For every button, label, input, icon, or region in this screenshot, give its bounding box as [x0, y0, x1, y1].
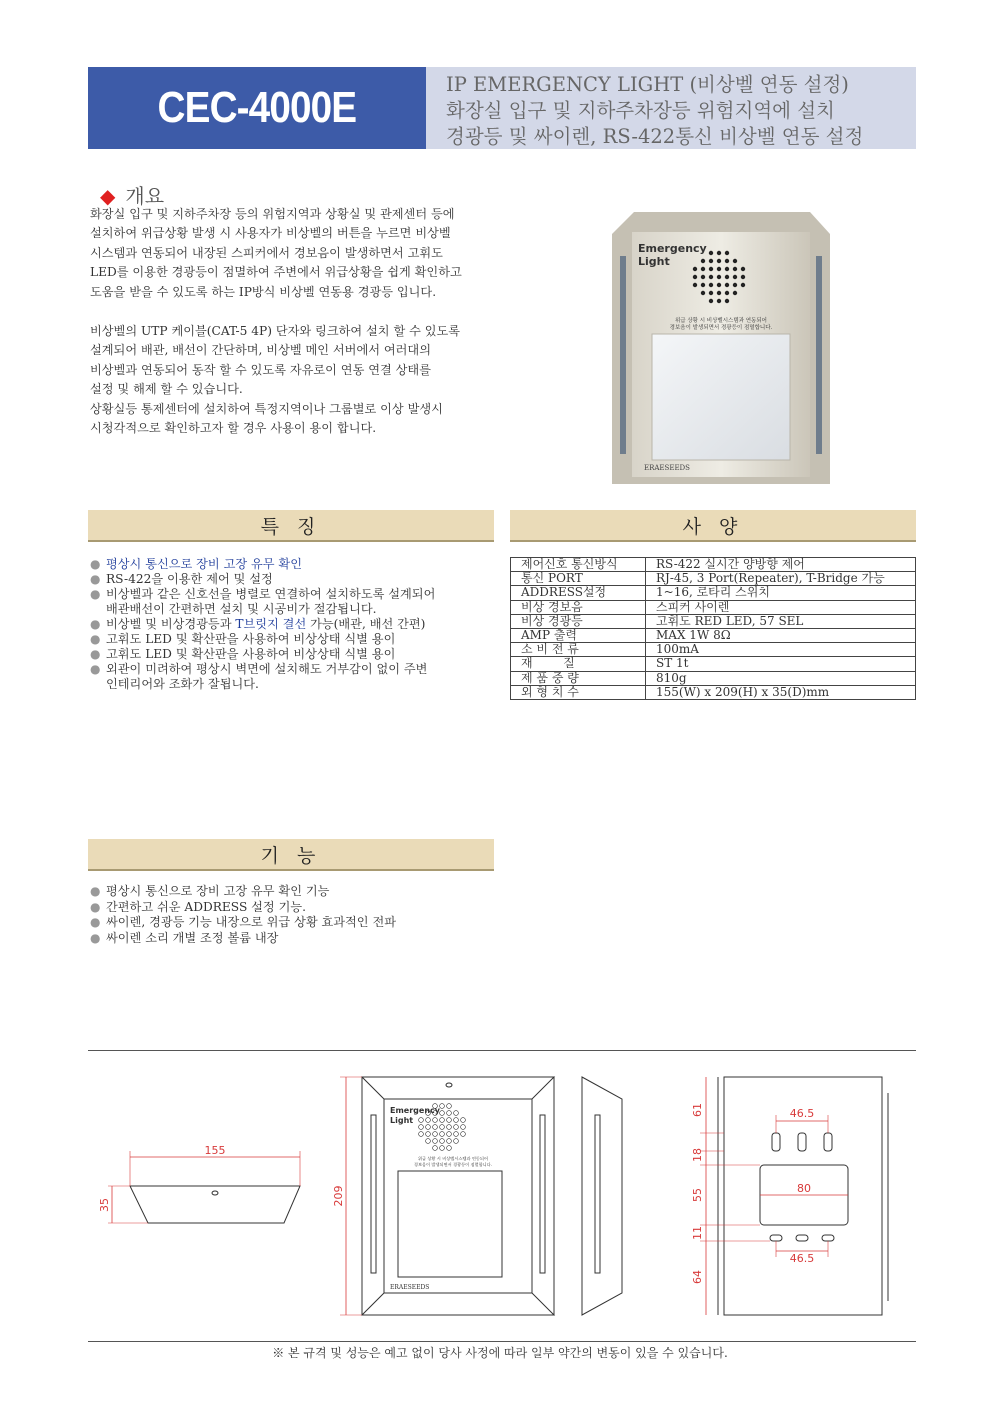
speaker-hole [693, 267, 697, 271]
drawing-label-line1: Emergency [390, 1106, 440, 1115]
speaker-hole [447, 1118, 452, 1123]
speaker-hole [447, 1104, 452, 1109]
spec-value: 1~16, 로타리 스위치 [646, 586, 916, 600]
spec-key: 비상 경광등 [511, 614, 646, 628]
photo-label-line1: Emergency [638, 242, 707, 255]
dim-height: 209 [332, 1185, 345, 1207]
speaker-hole [440, 1132, 445, 1137]
function-item [90, 900, 500, 916]
spec-row [511, 558, 916, 572]
speaker-hole [741, 267, 745, 271]
speaker-hole [433, 1132, 438, 1137]
speaker-hole [725, 283, 729, 287]
speaker-hole [709, 251, 713, 255]
product-photo [612, 212, 832, 490]
function-text: 싸이렌, 경광등 기능 내장으로 위급 상황 효과적인 전파 [106, 915, 397, 929]
diamond-icon: ◆ [100, 184, 116, 208]
bullet-icon: ● [90, 632, 101, 646]
model-banner [88, 67, 426, 149]
speaker-hole [454, 1139, 459, 1144]
overview-paragraph-2: 비상벨의 UTP 케이블(CAT-5 4P) 단자와 링크하여 설치 할 수 있도록 설계되어 배관, 배선이 간단하며, 비상벨 메인 서버에서 여러대의 비상벨과 연동되어 동작 할 수 있도록 자유로이 연동 연결 상태를 설정 및 해제 할 수 있습니다. 상황실등 통제센터에 설치하여 특정지역이나 그룹별로 이상 발생시 시청각적으로 확인하고자 할 경우 사용이 용이 합니다. [90, 324, 461, 436]
feature-text: 평상시 통신으로 장비 고장 유무 확인 [106, 557, 302, 571]
feature-text: 고휘도 LED 및 확산판을 사용하여 비상상태 식별 용이 [106, 647, 396, 661]
spec-value: RS-422 실시간 양방향 제어 [646, 558, 916, 572]
speaker-hole [709, 291, 713, 295]
speaker-hole [419, 1125, 424, 1130]
speaker-hole [447, 1111, 452, 1116]
spec-row [511, 643, 916, 657]
footnote: ※ 본 규격 및 성능은 예고 없이 당사 사정에 따라 일부 약간의 변동이 있을 수 있습니다. [272, 1346, 728, 1360]
speaker-hole [426, 1139, 431, 1144]
bullet-icon: ● [90, 587, 101, 601]
bullet-icon: ● [90, 915, 101, 929]
bullet-icon: ● [90, 884, 101, 898]
feature-text: 고휘도 LED 및 확산판을 사용하여 비상상태 식별 용이 [106, 632, 396, 646]
speaker-hole [733, 283, 737, 287]
speaker-hole [419, 1118, 424, 1123]
speaker-hole [725, 251, 729, 255]
speaker-hole [725, 291, 729, 295]
speaker-hole [426, 1132, 431, 1137]
speaker-hole [426, 1125, 431, 1130]
feature-text: 비상벨과 같은 신호선을 병렬로 연결하여 설치하도록 설계되어 배관배선이 간편하면 설치 및 시공비가 절감됩니다. [106, 587, 436, 616]
back-view-drawing [691, 1077, 888, 1315]
speaker-hole [433, 1125, 438, 1130]
feature-item [90, 572, 500, 587]
functions-heading: 기 능 [88, 839, 494, 871]
speaker-hole [419, 1132, 424, 1137]
dim-plate-width: 80 [797, 1182, 811, 1195]
footer-divider [88, 1341, 916, 1342]
spec-value: 고휘도 RED LED, 57 SEL [646, 614, 916, 628]
spec-key: 재 질 [511, 657, 646, 671]
speaker-hole [454, 1125, 459, 1130]
speaker-hole [725, 299, 729, 303]
spec-key: 제어신호 통신방식 [511, 558, 646, 572]
title-line-1: IP EMERGENCY LIGHT (비상벨 연동 설정) [446, 73, 849, 96]
feature-item [90, 557, 500, 572]
title-line-2: 화장실 입구 및 지하주차장등 위험지역에 설치 [446, 99, 835, 122]
speaker-hole [733, 291, 737, 295]
speaker-hole [433, 1118, 438, 1123]
feature-item [90, 632, 500, 647]
speaker-hole [725, 259, 729, 263]
speaker-hole [725, 267, 729, 271]
speaker-hole [693, 275, 697, 279]
drawing-notice-line2: 경보음이 발생되면서 경광등이 점멸합니다. [413, 1162, 493, 1167]
dim-hole-spacing-top: 46.5 [789, 1107, 815, 1120]
functions-list [90, 884, 500, 946]
bullet-icon: ● [90, 572, 101, 586]
overview-heading-text: 개요 [125, 184, 165, 208]
dim-depth: 35 [98, 1198, 111, 1212]
drawings-divider [88, 1050, 916, 1051]
bullet-icon: ● [90, 930, 101, 945]
spec-value: MAX 1W 8Ω [646, 628, 916, 642]
bullet-icon: ● [90, 647, 101, 661]
bullet-icon: ● [90, 662, 101, 676]
speaker-hole [440, 1146, 445, 1151]
feature-text: 가능(배관, 배선 간편) [306, 617, 426, 631]
spec-row [511, 614, 916, 628]
bullet-icon: ● [90, 899, 101, 914]
overview-paragraph-1: 화장실 입구 및 지하주차장 등의 위험지역과 상황실 및 관제센터 등에 설치하여 위급상황 발생 시 사용자가 비상벨의 버튼을 누르면 비상벨 시스템과 연동되어 내장된 스피커에서 경보음이 발생하면서 고휘도 LED를 이용한 경광등이 점멸하여 주변에서 위급상황을 쉽게 확인하고 도움을 받을 수 있도록 하는 IP방식 비상벨 연동용 경광등 입니다. [90, 207, 462, 299]
speaker-hole [709, 299, 713, 303]
model-name: CEC-4000E [157, 83, 357, 132]
dim-hole-spacing-bottom: 46.5 [789, 1252, 815, 1265]
spec-row [511, 657, 916, 671]
bottom-view-drawing [98, 1144, 300, 1223]
speaker-hole [717, 259, 721, 263]
speaker-hole [709, 283, 713, 287]
speaker-hole [461, 1118, 466, 1123]
specs-heading: 사 양 [510, 510, 916, 542]
speaker-hole [717, 299, 721, 303]
dim-back-5: 64 [691, 1270, 704, 1284]
speaker-hole [701, 259, 705, 263]
speaker-hole [440, 1139, 445, 1144]
speaker-hole [447, 1146, 452, 1151]
technical-drawings [88, 1065, 916, 1330]
speaker-hole [433, 1139, 438, 1144]
speaker-hole [733, 267, 737, 271]
spec-value: RJ-45, 3 Port(Repeater), T-Bridge 가능 [646, 572, 916, 586]
feature-highlight: T브릿지 결선 [235, 617, 307, 631]
function-text: 싸이렌 소리 개별 조정 볼륨 내장 [106, 930, 279, 945]
speaker-hole [447, 1139, 452, 1144]
dim-back-4: 11 [691, 1226, 704, 1240]
speaker-hole [733, 275, 737, 279]
features-heading: 특 징 [88, 510, 494, 542]
front-view-drawing [332, 1077, 554, 1315]
photo-notice-line2: 경보음이 발생되면서 경광등이 점멸합니다. [669, 325, 773, 331]
bullet-icon: ● [90, 617, 101, 631]
speaker-hole [741, 275, 745, 279]
side-led-right [816, 256, 822, 454]
spec-row [511, 685, 916, 699]
spec-table [510, 557, 916, 700]
function-item [90, 884, 500, 900]
dim-back-1: 61 [691, 1103, 704, 1117]
spec-value: ST 1t [646, 657, 916, 671]
speaker-hole [717, 283, 721, 287]
feature-item [90, 617, 500, 632]
speaker-hole [709, 275, 713, 279]
speaker-hole [461, 1125, 466, 1130]
speaker-hole [709, 259, 713, 263]
title-line-3: 경광등 및 싸이렌, RS-422통신 비상벨 연동 설정 [446, 125, 864, 148]
speaker-hole [447, 1125, 452, 1130]
spec-row [511, 572, 916, 586]
spec-row [511, 628, 916, 642]
speaker-hole [433, 1146, 438, 1151]
spec-key: 소 비 전 류 [511, 643, 646, 657]
photo-brand: ERAESEEDS [644, 464, 690, 472]
spec-row [511, 600, 916, 614]
drawing-notice-line1: 위급 상황 시 비상벨시스템과 연동되어 [417, 1156, 489, 1161]
spec-value: 810g [646, 671, 916, 685]
spec-key: 비상 경보음 [511, 600, 646, 614]
drawing-brand: ERAESEEDS [390, 1284, 430, 1291]
speaker-hole [717, 291, 721, 295]
speaker-hole [454, 1111, 459, 1116]
speaker-hole [701, 283, 705, 287]
dim-back-2: 18 [691, 1148, 704, 1162]
side-led-left [620, 256, 626, 454]
feature-text: 비상벨 및 비상경광등과 [106, 617, 236, 631]
spec-key: AMP 출력 [511, 628, 646, 642]
speaker-hole [461, 1132, 466, 1137]
speaker-hole [717, 275, 721, 279]
features-list [90, 557, 500, 692]
speaker-hole [447, 1132, 452, 1137]
spec-value: 100mA [646, 643, 916, 657]
function-text: 평상시 통신으로 장비 고장 유무 확인 기능 [106, 884, 330, 898]
speaker-hole [454, 1118, 459, 1123]
feature-item [90, 662, 500, 692]
function-item [90, 931, 500, 947]
diffuser-panel [652, 334, 790, 460]
speaker-hole [733, 259, 737, 263]
speaker-hole [725, 275, 729, 279]
speaker-hole [440, 1111, 445, 1116]
spec-value: 스피커 사이렌 [646, 600, 916, 614]
dim-width: 155 [204, 1144, 226, 1157]
dim-back-3: 55 [691, 1188, 704, 1202]
speaker-hole [693, 283, 697, 287]
speaker-hole [440, 1104, 445, 1109]
speaker-hole [701, 291, 705, 295]
speaker-hole [741, 283, 745, 287]
drawing-label-line2: Light [390, 1116, 414, 1125]
side-view-drawing [582, 1077, 622, 1315]
feature-text: RS-422을 이용한 제어 및 설정 [106, 572, 273, 586]
spec-key: ADDRESS설정 [511, 586, 646, 600]
title-banner [426, 67, 916, 149]
speaker-hole [701, 267, 705, 271]
speaker-hole [717, 251, 721, 255]
speaker-hole [701, 275, 705, 279]
feature-text: 외관이 미려하여 평상시 벽면에 설치해도 거부감이 없이 주변 인테리어와 조화가 잘됩니다. [106, 662, 428, 691]
speaker-hole [709, 267, 713, 271]
photo-notice-line1: 위급 상황 시 비상벨시스템과 연동되어 [674, 318, 768, 324]
bullet-icon: ● [90, 557, 101, 571]
function-item [90, 915, 500, 931]
feature-item [90, 647, 500, 662]
speaker-hole [454, 1132, 459, 1137]
spec-key: 통신 PORT [511, 572, 646, 586]
spec-value: 155(W) x 209(H) x 35(D)mm [646, 685, 916, 699]
spec-row [511, 671, 916, 685]
spec-row [511, 586, 916, 600]
speaker-hole [440, 1118, 445, 1123]
spec-key: 외 형 치 수 [511, 685, 646, 699]
feature-item [90, 587, 500, 617]
photo-label-line2: Light [638, 255, 670, 268]
spec-key: 제 품 중 량 [511, 671, 646, 685]
speaker-hole [426, 1118, 431, 1123]
function-text: 간편하고 쉬운 ADDRESS 설정 기능. [106, 899, 307, 914]
speaker-hole [717, 267, 721, 271]
speaker-hole [440, 1125, 445, 1130]
